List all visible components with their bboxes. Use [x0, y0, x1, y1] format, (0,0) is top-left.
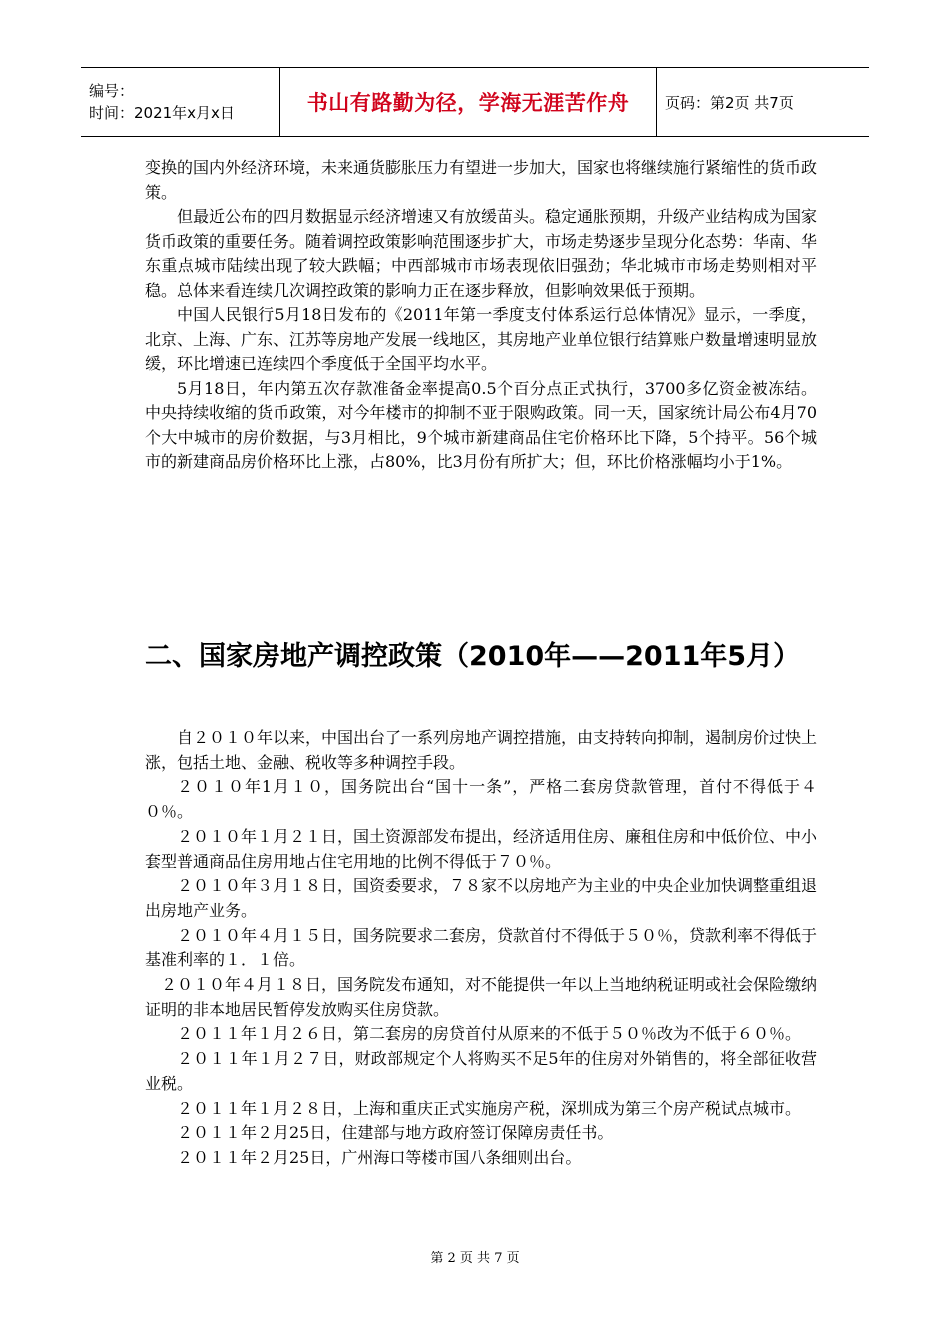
policy-list	[145, 726, 817, 1171]
policy-paragraph: ２０１１年１月２７日，财政部规定个人将购买不足5年的住房对外销售的，将全部征收营业税。	[145, 1049, 817, 1093]
policy-paragraph: 自２０１０年以来，中国出台了一系列房地产调控措施，由支持转向抑制，遏制房价过快上涨，包括土地、金融、税收等多种调控手段。	[145, 728, 818, 772]
policy-paragraph: ２０１０年１月２１日，国土资源部发布提出，经济适用住房、廉租住房和中低价位、中小套型普通商品住房用地占住宅用地的比例不得低于７０％。	[145, 826, 818, 871]
paragraph: 中国人民银行5月18日发布的《2011年第一季度支付体系运行总体情况》显示，一季度，北京、上海、广东、江苏等房地产发展一线地区，其房地产业单位银行结算账户数量增速明显放缓，环比增速已连续四个季度低于全国平均水平。	[145, 305, 818, 373]
policy-paragraph: ２０１０年４月１５日，国务院要求二套房，贷款首付不得低于５０％，贷款利率不得低于基准利率的１．１倍。	[145, 925, 818, 970]
header-meta	[81, 68, 280, 136]
header-motto: 书山有路勤为径，学海无涯苦作舟	[280, 68, 657, 136]
header-page-info: 页码：第2页 共7页	[665, 93, 794, 112]
policy-paragraph: ２０１０年４月１８日，国务院发布通知，对不能提供一年以上当地纳税证明或社会保险缴纳证明的非本地居民暂停发放购买住房贷款。	[145, 975, 818, 1019]
policy-paragraph: ２０１１年１月２８日，上海和重庆正式实施房产税，深圳成为第三个房产税试点城市。	[177, 1098, 802, 1118]
header-table	[81, 67, 869, 137]
policy-paragraph: ２０１１年２月25日，广州海口等楼市国八条细则出台。	[177, 1147, 582, 1167]
paragraph: 变换的国内外经济环境，未来通货膨胀压力有望进一步加大，国家也将继续施行紧缩性的货币政策。	[145, 158, 818, 202]
document-number-label: 编号：	[89, 82, 135, 100]
paragraph: 5月18日，年内第五次存款准备金率提高0.5个百分点正式执行，3700多亿资金被冻结。中央持续收缩的货币政策，对今年楼市的抑制不亚于限购政策。同一天，国家统计局公布4月70个大中城市的房价数据，与3月相比，9个城市新建商品住宅价格环比下降，5个持平。56个城市的新建商品房价格环比上涨，占80%，比3月份有所扩大；但，环比价格涨幅均小于1%。	[145, 378, 817, 471]
body-text	[145, 156, 817, 475]
policy-paragraph: ２０１１年１月２６日，第二套房的房贷首付从原来的不低于５０％改为不低于６０％。	[177, 1024, 802, 1044]
policy-paragraph: ２０１０年1月１０，国务院出台“国十一条”，严格二套房贷款管理，首付不得低于４０％。	[145, 777, 817, 822]
document-time-label: 时间：2021年x月x日	[89, 104, 235, 122]
paragraph: 但最近公布的四月数据显示经济增速又有放缓苗头。稳定通胀预期，升级产业结构成为国家货币政策的重要任务。随着调控政策影响范围逐步扩大，市场走势逐步呈现分化态势：华南、华东重点城市陆续出现了较大跌幅；中西部城市市场表现依旧强劲；华北城市市场走势则相对平稳。总体来看连续几次调控政策的影响力正在逐步释放，但影响效果低于预期。	[145, 207, 818, 300]
section-heading: 二、国家房地产调控政策（2010年——2011年5月）	[145, 641, 801, 672]
policy-paragraph: ２０１１年２月25日，住建部与地方政府签订保障房责任书。	[177, 1123, 614, 1143]
policy-paragraph: ２０１０年３月１８日，国资委要求，７８家不以房地产为主业的中央企业加快调整重组退出房地产业务。	[145, 876, 818, 920]
page-footer: 第 2 页 共 7 页	[430, 1251, 520, 1266]
